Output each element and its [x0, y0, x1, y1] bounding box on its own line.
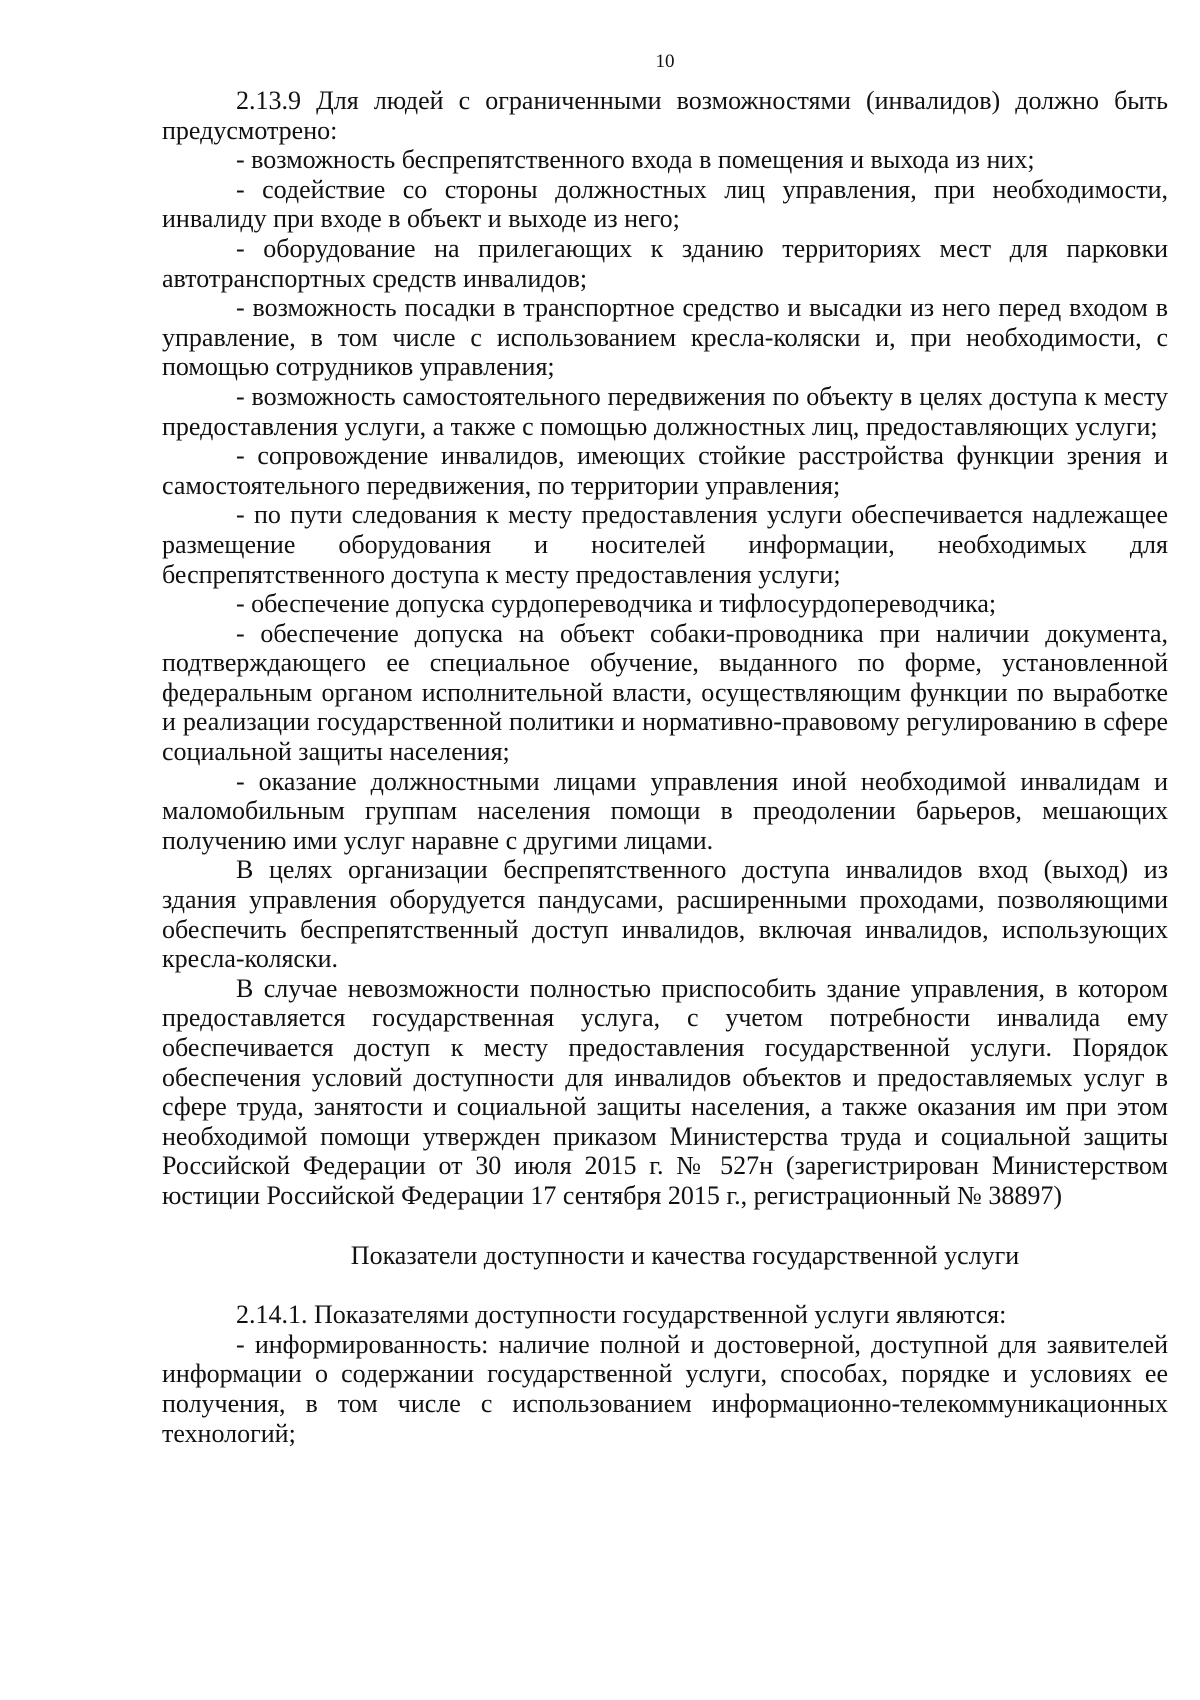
paragraph-alternative-access: В случае невозможности полностью приспособить здание управления, в котором предоставляется государственная услуга, с учетом потребности инвалида ему обеспечивается доступ к месту предоставления государственной услуги. Порядок обеспечения условий доступности для инвалидов объектов и предоставляемых услуг в сфере труда, занятости и социальной защиты населения, а также оказания им при этом необходимой помощи утвержден приказом Министерства труда и социальной защиты Российской Федерации от 30 июля 2015 г. № 527н (зарегистрирован Министерством юстиции Российской Федерации 17 сентября 2015 г., регистрационный № 38897): [162, 973, 1168, 1210]
list-item-interpreters: - обеспечение допуска сурдопереводчика и тифлосурдопереводчика;: [236, 589, 997, 619]
paragraph-2-13-9: 2.13.9 Для людей с ограниченными возможностями (инвалидов) должно быть предусмотрено:: [162, 86, 1168, 145]
list-item-independent-movement: - возможность самостоятельного передвижения по объекту в целях доступа к месту предоставления услуги, а также с помощью должностных лиц, предоставляющих услуги;: [162, 381, 1168, 441]
list-item-boarding: - возможность посадки в транспортное средство и высадки из него перед входом в управление, в том числе с использованием кресла-коляски и, при необходимости, с помощью сотрудников управления;: [162, 293, 1168, 382]
paragraph-2-14-1: 2.14.1. Показателями доступности государственной услуги являются:: [236, 1300, 1007, 1330]
page-number: 10: [655, 51, 675, 72]
document-page: [162, 50, 1168, 1448]
list-item-informedness: - информированность: наличие полной и достоверной, доступной для заявителей информации о содержании государственной услуги, способах, порядке и условиях ее получения, в том числе с использованием информационно-телекоммуникационных технологий;: [162, 1329, 1168, 1448]
paragraph-building-access: В целях организации беспрепятственного доступа инвалидов вход (выход) из здания управления оборудуется пандусами, расширенными проходами, позволяющими обеспечить беспрепятственный доступ инвалидов, включая инвалидов, использующих кресла-коляски.: [162, 855, 1168, 974]
list-item-escort: - сопровождение инвалидов, имеющих стойкие расстройства функции зрения и самостоятельного передвижения, по территории управления;: [162, 441, 1168, 500]
list-item-equipment-placement: - по пути следования к месту предоставления услуги обеспечивается надлежащее размещение оборудования и носителей информации, необходимых для беспрепятственного доступа к месту предоставления услуги;: [162, 500, 1168, 589]
list-item-other-assistance: - оказание должностными лицами управления иной необходимой инвалидам и маломобильным группам населения помощи в преодолении барьеров, мешающих получению ими услуг наравне с другими лицами.: [162, 766, 1168, 855]
list-item-parking: - оборудование на прилегающих к зданию территориях мест для парковки автотранспортных средств инвалидов;: [162, 233, 1168, 293]
list-item-guide-dog: - обеспечение допуска на объект собаки-проводника при наличии документа, подтверждающего ее специальное обучение, выданного по форме, установленной федеральным органом исполнительной власти, осуществляющим функции по выработке и реализации государственной политики и нормативно-правовому регулированию в сфере социальной защиты населения;: [162, 618, 1168, 767]
list-item-staff-assistance: - содействие со стороны должностных лиц управления, при необходимости, инвалиду при входе в объект и выходе из него;: [162, 174, 1168, 234]
section-heading: Показатели доступности и качества государственной услуги: [350, 1240, 1020, 1270]
list-item-entrance-access: - возможность беспрепятственного входа в помещения и выхода из них;: [236, 145, 1035, 175]
